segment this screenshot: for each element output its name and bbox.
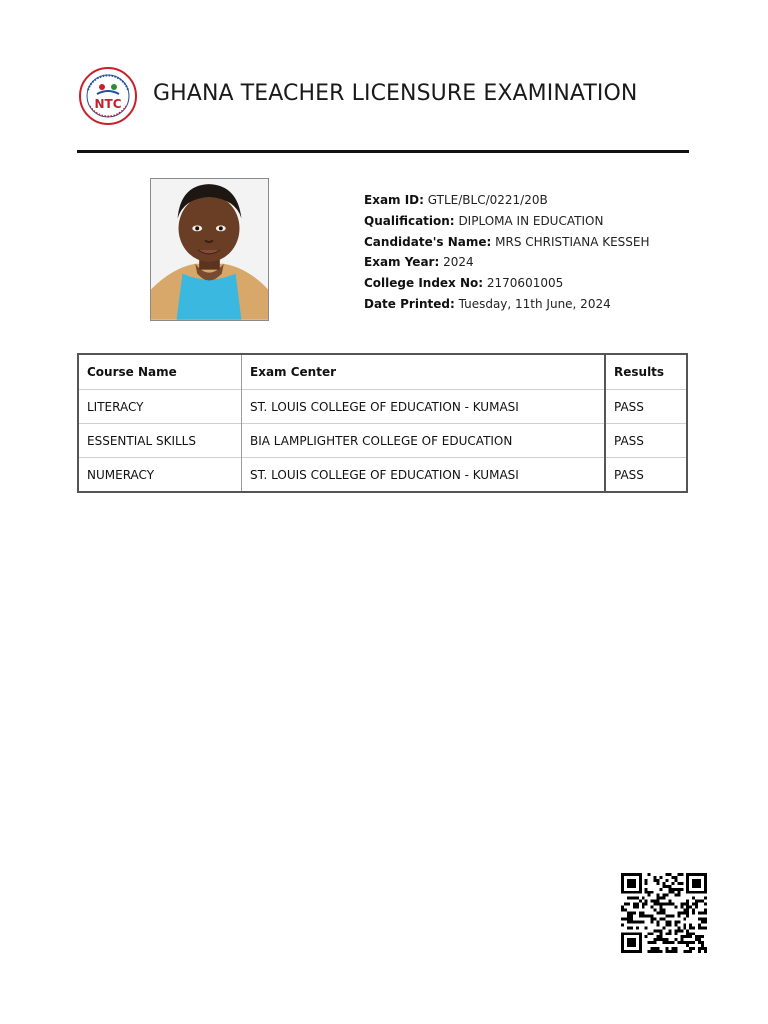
result-cell: PASS bbox=[605, 458, 687, 493]
detail-date-printed: Date Printed: Tuesday, 11th June, 2024 bbox=[364, 296, 611, 311]
table-row bbox=[78, 458, 687, 493]
ntc-seal-icon bbox=[78, 66, 138, 126]
detail-qualification: Qualification: DIPLOMA IN EDUCATION bbox=[364, 213, 604, 228]
column-header-results: Results bbox=[614, 365, 665, 379]
result-cell: PASS bbox=[605, 424, 687, 458]
detail-exam-year: Exam Year: 2024 bbox=[364, 255, 474, 270]
column-header-course: Course Name bbox=[78, 354, 242, 390]
svg-text:NTC: NTC bbox=[94, 97, 122, 111]
detail-candidate-name: Candidate's Name: MRS CHRISTIANA KESSEH bbox=[364, 234, 650, 249]
header-divider bbox=[77, 150, 689, 153]
table-row bbox=[78, 424, 687, 458]
candidate-details bbox=[364, 190, 650, 315]
column-header-center: Exam Center bbox=[242, 354, 606, 390]
results-table bbox=[77, 353, 688, 493]
exam-center-cell: BIA LAMPLIGHTER COLLEGE OF EDUCATION bbox=[242, 424, 606, 458]
table-header-row bbox=[78, 354, 687, 390]
detail-exam-id: Exam ID: GTLE/BLC/0221/20B bbox=[364, 193, 548, 207]
exam-center-cell: ST. LOUIS COLLEGE OF EDUCATION - KUMASI bbox=[242, 390, 606, 424]
course-name-cell: NUMERACY bbox=[78, 458, 242, 493]
detail-college-index: College Index No: 2170601005 bbox=[364, 276, 564, 291]
page-header bbox=[78, 66, 688, 126]
result-cell: PASS bbox=[605, 390, 687, 424]
table-row bbox=[78, 390, 687, 424]
course-name-cell: LITERACY bbox=[78, 390, 242, 424]
course-name-cell: ESSENTIAL SKILLS bbox=[78, 424, 242, 458]
qr-code-icon bbox=[621, 873, 707, 953]
page-title: GHANA TEACHER LICENSURE EXAMINATION bbox=[153, 81, 638, 106]
exam-center-cell: ST. LOUIS COLLEGE OF EDUCATION - KUMASI bbox=[242, 458, 606, 493]
candidate-photo bbox=[150, 178, 269, 321]
